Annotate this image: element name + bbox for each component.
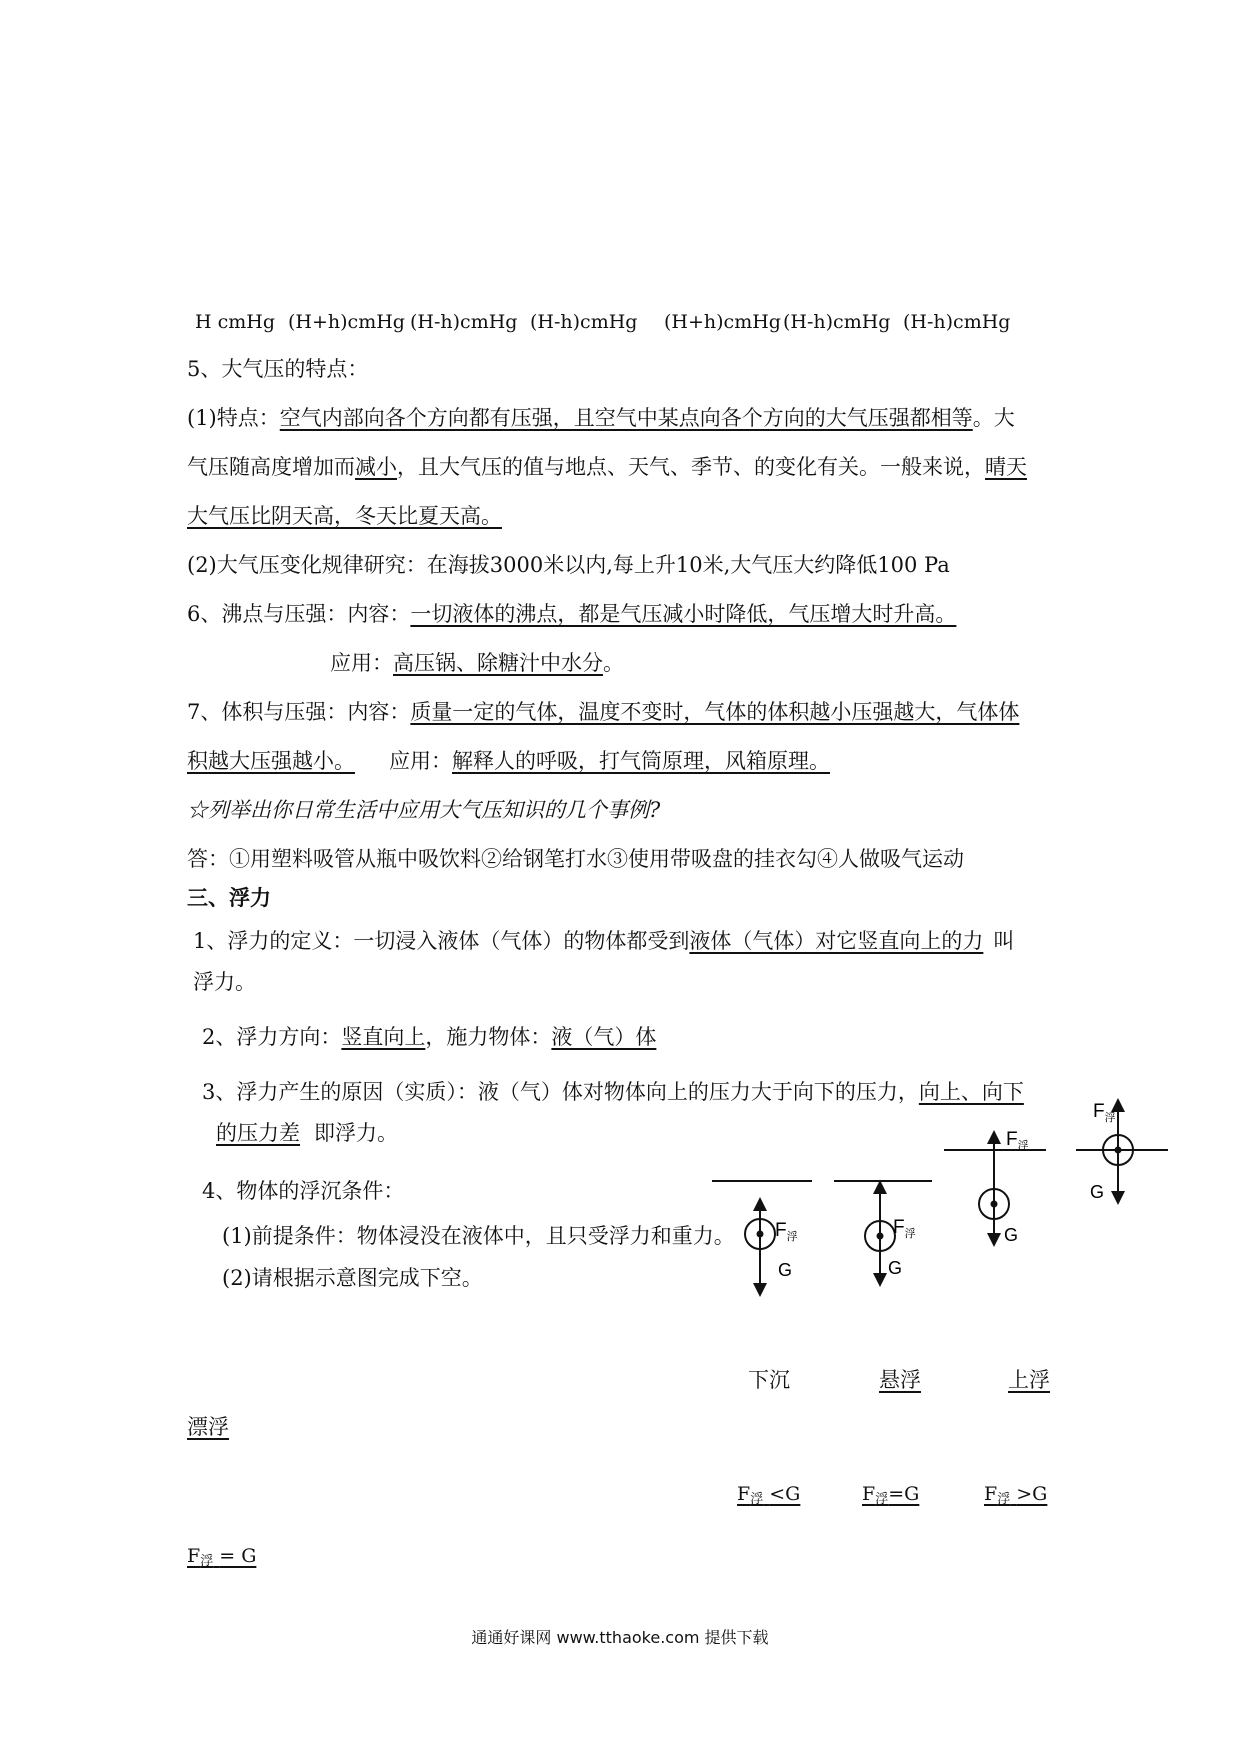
d3-text: 3、浮力产生的原因（实质）：液（气）体对物体向上的压力大于向下的压力， [202,1080,919,1104]
section-7-line2 [187,747,830,775]
s3-conditions-title: 4、物体的浮沉条件： [202,1179,405,1203]
label-g: G [1090,1182,1105,1202]
footer: 通通好课网 www.tthaoke.com 提供下载 [471,1628,769,1647]
s7-label: 7、体积与压强：内容： [187,700,411,724]
s3-definition-line2: 浮力。 [193,970,256,994]
s3-direction [202,1023,656,1051]
diagram-suspended [834,1181,932,1280]
d3-text: 即浮力。 [314,1121,398,1145]
p1-label: (1)特点： [187,406,280,430]
state-suspend: 悬浮 [879,1368,921,1392]
d2-text: ，施力物体： [425,1025,552,1049]
section-5-p1-line3 [187,502,502,530]
p1-text: ，且大气压的值与地点、天气、季节、的变化有关。一般来说， [397,455,985,479]
state-float: 漂浮 [187,1415,229,1439]
answer: 答：①用塑料吸管从瓶中吸饮料②给钢笔打水③使用带吸盘的挂衣勾④人做吸气运动 [187,847,964,871]
label-f: $F_浮$ [893,1217,916,1240]
label-f: $F_浮$ [1006,1129,1029,1152]
section-5-title: 5、大气压的特点： [187,357,369,381]
s3-definition-line1 [193,927,1014,955]
section-6-application [330,649,624,677]
d3-answer-2: 的压力差 [216,1121,300,1145]
s7-app-answer: 解释人的呼吸，打气筒原理，风箱原理。 [452,749,830,773]
s7-app-label: 应用： [389,749,452,773]
header-item: (H+h)cmHg [288,311,405,333]
section-5-p1-line2 [187,453,1027,481]
label-g: G [778,1260,793,1280]
state-rise: 上浮 [1008,1368,1050,1392]
s6-app-label: 应用： [330,651,393,675]
p1-answer-2: 减小 [355,455,397,479]
header-item: (H-h)cmHg [530,311,638,333]
s7-answer-2: 积越大压强越小。 [187,749,355,773]
d1-end: 叫 [993,929,1015,953]
condition-rise: $F_浮 >G$ [984,1483,1048,1507]
s3-cause-line1 [202,1078,1024,1106]
d2-answer-2: 液（气）体 [551,1025,657,1049]
header-item: (H-h)cmHg [783,311,891,333]
section-3-title: 三、浮力 [187,885,271,910]
label-f: $F_浮$ [775,1220,798,1243]
section-5-p2: (2)大气压变化规律研究：在海拔3000米以内,每上升10米,大气压大约降低100 Pa [187,553,950,577]
d2-answer-1: 竖直向上 [341,1025,426,1049]
label-g: G [1004,1225,1019,1245]
d2-text: 2、浮力方向： [202,1025,342,1049]
d3-answer-1: 向上、向下 [918,1080,1024,1104]
s6-app-answer: 高压锅、除糖汁中水分 [393,651,603,675]
label-g: G [888,1258,903,1278]
s3-cause-line2 [216,1119,398,1147]
s7-answer-1: 质量一定的气体，温度不变时，气体的体积越小压强越大，气体体 [410,700,1020,724]
diagram-rising [944,1129,1046,1245]
d1-answer: 液体（气体）对它竖直向上的力 [689,929,984,953]
state-sink: 下沉 [748,1368,790,1392]
s3-instruction: (2)请根据示意图完成下空。 [222,1266,483,1290]
header-item: (H+h)cmHg [664,311,781,333]
condition-suspend: $F_浮=G$ [862,1483,920,1507]
header-item: (H-h)cmHg [903,311,1011,333]
diagram-floating [1076,1101,1168,1202]
p1-answer-4: 大气压比阴天高，冬天比夏天高。 [187,504,502,528]
s6-label: 6、沸点与压强：内容： [187,602,411,626]
p1-text: 气压随高度增加而 [187,455,355,479]
section-5-p1-line1 [187,404,1015,432]
question: ☆列举出你日常生活中应用大气压知识的几个事例? [187,798,661,822]
condition-float: $F_浮 = G$ [187,1545,257,1569]
s6-answer: 一切液体的沸点，都是气压减小时降低，气压增大时升高。 [410,602,957,626]
p1-answer-3: 晴天 [985,455,1027,479]
p1-text: 。大 [972,406,1015,430]
condition-sink: $F_浮 <G$ [737,1483,801,1507]
section-7-line1 [187,698,1019,726]
label-f: $F_浮$ [1093,1101,1116,1124]
s3-premise: (1)前提条件：物体浸没在液体中，且只受浮力和重力。 [222,1224,735,1248]
header-item: (H-h)cmHg [410,311,518,333]
section-6-content [187,600,956,628]
s6-app-end: 。 [603,651,624,675]
header-item: H cmHg [195,311,275,333]
d1-text: 1、浮力的定义：一切浸入液体（气体）的物体都受到 [193,929,690,953]
p1-answer-1: 空气内部向各个方向都有压强，且空气中某点向各个方向的大气压强都相等 [279,406,973,430]
